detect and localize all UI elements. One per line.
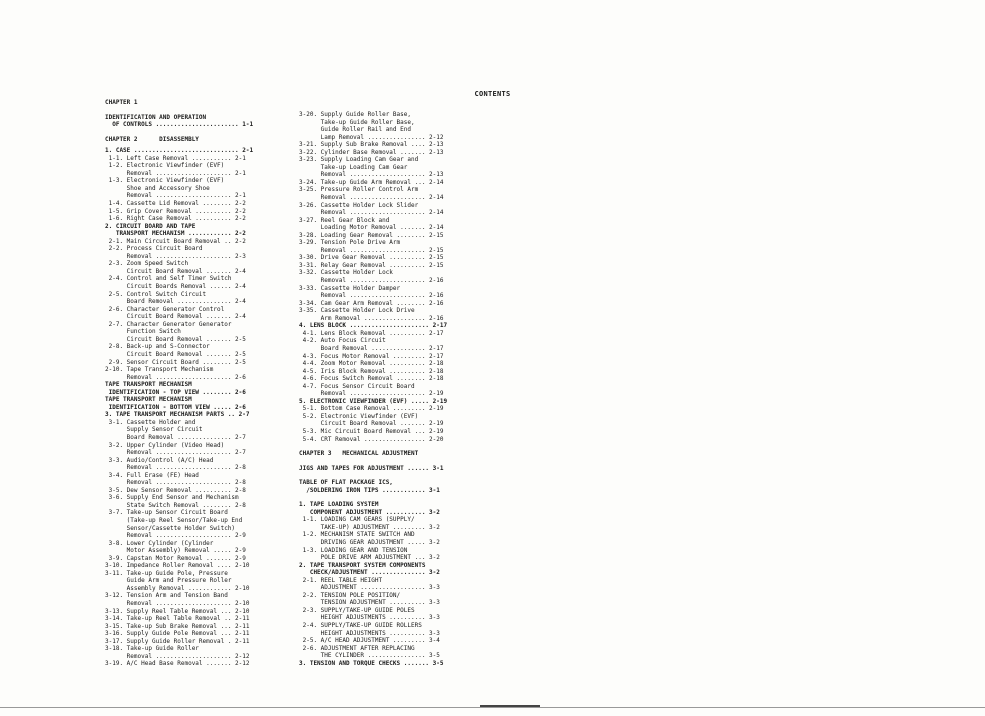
toc-entry: 3-16. Supply Guide Pole Removal ... 2-11 bbox=[105, 630, 250, 638]
toc-heading: 3. TENSION AND TORQUE CHECKS ....... 3-5 bbox=[299, 659, 444, 667]
toc-entry: 4-2. Auto Focus Circuit bbox=[299, 337, 386, 345]
toc-entry: Removal ..................... 2-19 bbox=[299, 390, 444, 398]
toc-entry: Removal ..................... 2-10 bbox=[105, 600, 250, 607]
toc-entry: Removal ..................... 2-8 bbox=[105, 464, 246, 472]
toc-entry: 3-27. Reel Gear Block and bbox=[299, 216, 390, 224]
toc-entry: 3-8. Lower Cylinder (Cylinder bbox=[105, 539, 214, 547]
spacer bbox=[105, 107, 285, 114]
toc-entry: 3-1. Cassette Holder and bbox=[105, 418, 196, 426]
toc-entry: Removal ..................... 2-1 bbox=[105, 169, 246, 177]
toc-entry: 3-2. Upper Cylinder (Video Head) bbox=[105, 441, 225, 449]
toc-entry: 3-15. Take-up Sub Brake Removal ... 2-11 bbox=[105, 622, 250, 630]
toc-entry: 3-13. Supply Reel Table Removal ... 2-10 bbox=[105, 607, 250, 615]
toc-heading: /SOLDERING IRON TIPS ............ 3-1 bbox=[299, 486, 440, 494]
toc-entry: 2-5. A/C HEAD ADJUSTMENT ......... 3-4 bbox=[299, 637, 440, 645]
toc-entry: TAKE-UP) ADJUSTMENT ......... 3-2 bbox=[299, 523, 440, 531]
toc-entry: Circuit Board Removal ....... 2-5 bbox=[105, 350, 246, 358]
spacer bbox=[299, 472, 479, 479]
toc-entry: 4-6. Focus Switch Removal ........ 2-18 bbox=[299, 375, 444, 383]
toc-entry: 3-32. Cassette Holder Lock bbox=[299, 269, 393, 277]
toc-entry: 1-2. Electronic Viewfinder (EVF) bbox=[105, 162, 225, 170]
toc-entry: 3-24. Take-up Guide Arm Removal ... 2-14 bbox=[299, 178, 444, 186]
toc-entry: 3-30. Drive Gear Removal .......... 2-15 bbox=[299, 254, 444, 262]
toc-entry: Circuit Board Removal ....... 2-4 bbox=[105, 267, 246, 275]
toc-heading: 1. CASE ............................. 2-1 bbox=[105, 147, 254, 155]
toc-entry: Take-up Guide Roller Base, bbox=[299, 118, 415, 126]
toc-entry: POLE DRIVE ARM ADJUSTMENT ... 3-2 bbox=[299, 554, 440, 562]
toc-entry: 2-3. SUPPLY/TAKE-UP GUIDE POLES bbox=[299, 606, 415, 614]
toc-entry: 2-8. Back-up and S-Connector bbox=[105, 343, 210, 351]
toc-entry: Removal ..................... 2-6 bbox=[105, 373, 246, 381]
toc-entry: Board Removal ............... 2-7 bbox=[105, 433, 246, 441]
toc-entry: Removal ..................... 2-14 bbox=[299, 209, 444, 217]
toc-entry: 5-4. CRT Removal ................. 2-20 bbox=[299, 435, 444, 443]
toc-entry: (Take-up Reel Sensor/Take-up End bbox=[105, 516, 243, 524]
toc-heading: 4. LENS BLOCK ...................... 2-17 bbox=[299, 322, 448, 330]
toc-heading: CHAPTER 3 MECHANICAL ADJUSTMENT bbox=[299, 450, 419, 458]
toc-entry: Removal ..................... 2-3 bbox=[105, 252, 246, 260]
toc-heading: 2. CIRCUIT BOARD AND TAPE bbox=[105, 222, 196, 230]
toc-entry: Guide Arm and Pressure Roller bbox=[105, 577, 232, 585]
toc-entry: 1-4. Cassette Lid Removal ........ 2-2 bbox=[105, 200, 246, 208]
toc-entry: 3-35. Cassette Holder Lock Drive bbox=[299, 307, 415, 315]
toc-entry: Lamp Removal ................ 2-12 bbox=[299, 133, 444, 141]
toc-entry: 5-1. Bottom Case Removal ......... 2-19 bbox=[299, 405, 444, 413]
toc-entry: Removal ..................... 2-1 bbox=[105, 192, 246, 200]
toc-entry: 1-6. Right Case Removal .......... 2-2 bbox=[105, 215, 246, 223]
toc-entry: 3-26. Cassette Holder Lock Slider bbox=[299, 201, 419, 209]
toc-entry: 3-22. Cylinder Base Removal ....... 2-13 bbox=[299, 148, 444, 156]
toc-heading: IDENTIFICATION - BOTTOM VIEW ..... 2-6 bbox=[105, 403, 246, 411]
toc-entry: Arm Removal ................. 2-16 bbox=[299, 314, 444, 322]
toc-entry: 3-4. Full Erase (FE) Head bbox=[105, 471, 199, 479]
toc-entry: TENSION ADJUSTMENT .......... 3-3 bbox=[299, 599, 440, 607]
toc-entry: 2-1. Main Circuit Board Removal .. 2-2 bbox=[105, 237, 246, 245]
toc-entry: 1-3. LOADING GEAR AND TENSION bbox=[299, 546, 408, 554]
toc-entry: Loading Motor Removal ....... 2-14 bbox=[299, 224, 444, 232]
toc-entry: 3-29. Tension Pole Drive Arm bbox=[299, 239, 401, 247]
toc-entry: 2-7. Character Generator Generator bbox=[105, 320, 232, 328]
toc-entry: 3-3. Audio/Control (A/C) Head bbox=[105, 456, 214, 464]
toc-entry: 2-6. ADJUSTMENT AFTER REPLACING bbox=[299, 644, 415, 652]
toc-entry: HEIGHT ADJUSTMENTS .......... 3-3 bbox=[299, 614, 440, 622]
toc-heading: COMPONENT ADJUSTMENT ........... 3-2 bbox=[299, 508, 440, 516]
toc-heading: CHECK/ADJUSTMENT ............... 3-2 bbox=[299, 569, 440, 577]
toc-left-column bbox=[105, 99, 285, 668]
toc-heading: 5. ELECTRONIC VIEWFINDER (EVF) ..... 2-19 bbox=[299, 397, 448, 405]
spacer bbox=[299, 443, 479, 450]
toc-entry: 3-28. Loading Gear Removal ........ 2-15 bbox=[299, 231, 444, 239]
toc-entry: Assembly Removal ............ 2-10 bbox=[105, 584, 250, 592]
toc-entry: 3-12. Tension Arm and Tension Band bbox=[105, 592, 228, 600]
toc-entry: Removal ..................... 2-16 bbox=[299, 292, 444, 300]
toc-heading: IDENTIFICATION AND OPERATION bbox=[105, 113, 207, 121]
toc-entry: 1-3. Electronic Viewfinder (EVF) bbox=[105, 177, 225, 185]
toc-entry: Circuit Boards Removal ...... 2-4 bbox=[105, 283, 246, 291]
toc-entry: 1-1. LOADING CAM GEARS (SUPPLY/ bbox=[299, 516, 415, 524]
toc-entry: 2-2. TENSION POLE POSITION/ bbox=[299, 591, 401, 599]
page-edge-mark bbox=[480, 705, 540, 707]
toc-entry: Motor Assembly) Removal ..... 2-9 bbox=[105, 547, 246, 555]
toc-entry: Removal ..................... 2-7 bbox=[105, 449, 246, 457]
toc-entry: 3-10. Impedance Roller Removal .... 2-10 bbox=[105, 562, 250, 570]
toc-entry: Sensor/Cassette Holder Switch) bbox=[105, 524, 236, 532]
page-edge-line bbox=[0, 707, 985, 708]
toc-heading: 1. TAPE LOADING SYSTEM bbox=[299, 501, 379, 509]
toc-entry: Removal ..................... 2-12 bbox=[105, 652, 250, 660]
toc-entry: 3-18. Take-up Guide Roller bbox=[105, 645, 199, 653]
toc-entry: Guide Roller Rail and End bbox=[299, 126, 411, 134]
toc-entry: HEIGHT ADJUSTMENTS .......... 3-3 bbox=[299, 629, 440, 637]
toc-entry: 1-2. MECHANISM STATE SWITCH AND bbox=[299, 531, 415, 539]
toc-entry: THE CYLINDER ................ 3-5 bbox=[299, 652, 440, 660]
page-title: CONTENTS bbox=[474, 90, 511, 98]
toc-entry: 4-1. Lens Block Removal .......... 2-17 bbox=[299, 329, 444, 337]
toc-entry: 3-25. Pressure Roller Control Arm bbox=[299, 186, 419, 194]
toc-entry: 2-5. Control Switch Circuit bbox=[105, 290, 207, 298]
toc-entry: 3-5. Dew Sensor Removal .......... 2-8 bbox=[105, 486, 246, 494]
toc-entry: 3-9. Capstan Motor Removal ....... 2-9 bbox=[105, 554, 246, 562]
toc-heading: TAPE TRANSPORT MECHANISM bbox=[105, 381, 192, 389]
toc-entry: DRIVING GEAR ADJUSTMENT ..... 3-2 bbox=[299, 538, 440, 546]
toc-entry: 1-1. Left Case Removal ........... 2-1 bbox=[105, 154, 246, 162]
toc-entry: ADJUSTMENT .................. 3-3 bbox=[299, 584, 440, 592]
toc-entry: 3-33. Cassette Holder Damper bbox=[299, 284, 401, 292]
toc-entry: 3-21. Supply Sub Brake Removal .... 2-13 bbox=[299, 141, 444, 149]
toc-entry: 2-10. Tape Transport Mechanism bbox=[105, 366, 214, 374]
toc-entry: 1-5. Grip Cover Removal .......... 2-2 bbox=[105, 207, 246, 215]
toc-heading: TAPE TRANSPORT MECHANISM bbox=[105, 396, 192, 404]
toc-entry: 3-17. Supply Guide Roller Removal . 2-11 bbox=[105, 637, 250, 645]
toc-entry: Supply Sensor Circuit bbox=[105, 426, 203, 434]
toc-entry: 2-1. REEL TABLE HEIGHT bbox=[299, 576, 383, 584]
toc-entry: 5-2. Electronic Viewfinder (EVF) bbox=[299, 412, 419, 420]
toc-entry: Function Switch bbox=[105, 328, 181, 336]
toc-entry: 3-31. Relay Gear Removal .......... 2-15 bbox=[299, 261, 444, 269]
spacer bbox=[299, 494, 479, 501]
toc-entry: Shoe and Accessory Shoe bbox=[105, 184, 210, 192]
toc-heading: OF CONTROLS ....................... 1-1 bbox=[105, 121, 254, 129]
toc-entry: Removal ..................... 2-15 bbox=[299, 246, 444, 254]
toc-entry: Removal ..................... 2-9 bbox=[105, 532, 246, 540]
toc-entry: Board Removal ............... 2-17 bbox=[299, 344, 444, 352]
toc-entry: Circuit Board Removal ....... 2-19 bbox=[299, 420, 444, 428]
toc-entry: 3-19. A/C Head Base Removal ....... 2-12 bbox=[105, 660, 250, 668]
toc-entry: Removal ..................... 2-14 bbox=[299, 194, 444, 202]
toc-entry: 3-14. Take-up Reel Table Removal .. 2-11 bbox=[105, 615, 250, 623]
toc-heading: CHAPTER 2 DISASSEMBLY bbox=[105, 135, 199, 143]
toc-entry: 2-6. Character Generator Control bbox=[105, 305, 225, 313]
toc-entry: 3-23. Supply Loading Cam Gear and bbox=[299, 156, 419, 164]
toc-entry: Circuit Board Removal ....... 2-5 bbox=[105, 335, 246, 343]
toc-entry: Removal ..................... 2-13 bbox=[299, 171, 444, 179]
toc-entry: 2-3. Zoom Speed Switch bbox=[105, 260, 189, 268]
toc-heading: IDENTIFICATION - TOP VIEW ........ 2-6 bbox=[105, 388, 246, 396]
toc-entry: 4-3. Focus Motor Removal ......... 2-17 bbox=[299, 352, 444, 360]
toc-heading: TABLE OF FLAT PACKAGE ICS, bbox=[299, 479, 393, 487]
toc-entry: 3-11. Take-up Guide Pole, Pressure bbox=[105, 569, 228, 577]
toc-entry: Circuit Board Removal ....... 2-4 bbox=[105, 313, 246, 321]
toc-entry: Removal ..................... 2-8 bbox=[105, 479, 246, 487]
toc-entry: 2-9. Sensor Circuit Board ........ 2-5 bbox=[105, 358, 246, 366]
toc-heading: CHAPTER 1 bbox=[105, 99, 138, 106]
toc-heading: 3. TAPE TRANSPORT MECHANISM PARTS .. 2-7 bbox=[105, 411, 250, 419]
toc-heading: JIGS AND TAPES FOR ADJUSTMENT ...... 3-1 bbox=[299, 464, 444, 472]
toc-entry: State Switch Removal ........ 2-8 bbox=[105, 501, 246, 509]
toc-entry: 2-4. Control and Self Timer Switch bbox=[105, 275, 232, 283]
toc-entry: 4-7. Focus Sensor Circuit Board bbox=[299, 382, 415, 390]
spacer bbox=[105, 129, 285, 136]
toc-entry: 5-3. Mic Circuit Board Removal ... 2-19 bbox=[299, 427, 444, 435]
toc-right-column bbox=[299, 111, 479, 667]
toc-entry: 3-20. Supply Guide Roller Base, bbox=[299, 111, 411, 118]
toc-entry: 3-34. Cam Gear Arm Removal ........ 2-16 bbox=[299, 299, 444, 307]
toc-heading: 2. TAPE TRANSPORT SYSTEM COMPONENTS bbox=[299, 561, 426, 569]
toc-entry: 2-4. SUPPLY/TAKE-UP GUIDE ROLLERS bbox=[299, 622, 422, 629]
toc-entry: Take-up Loading Cam Gear bbox=[299, 163, 408, 171]
toc-entry: 3-6. Supply End Sensor and Mechanism bbox=[105, 494, 239, 502]
toc-entry: 4-5. Iris Block Removal .......... 2-18 bbox=[299, 367, 444, 375]
toc-entry: Removal ..................... 2-16 bbox=[299, 277, 444, 285]
toc-entry: Board Removal ............... 2-4 bbox=[105, 298, 246, 306]
toc-entry: 4-4. Zoom Motor Removal .......... 2-18 bbox=[299, 360, 444, 368]
spacer bbox=[299, 458, 479, 465]
toc-entry: 2-2. Process Circuit Board bbox=[105, 245, 203, 253]
toc-entry: 3-7. Take-up Sensor Circuit Board bbox=[105, 509, 228, 517]
toc-heading: TRANSPORT MECHANISM ............ 2-2 bbox=[105, 230, 246, 238]
